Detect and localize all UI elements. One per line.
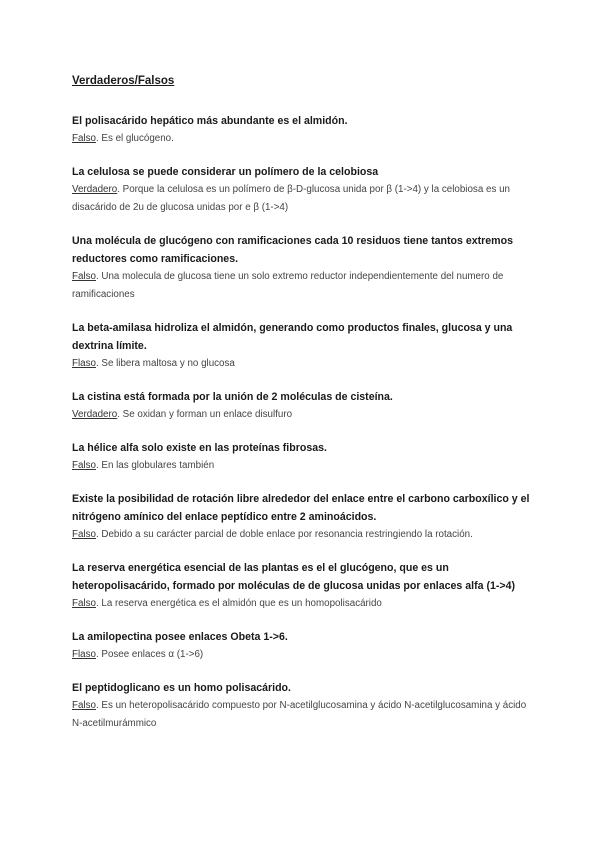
verdict-label: Falso	[72, 460, 96, 471]
verdict-label: Verdadero	[72, 184, 118, 195]
answer-explanation: . Posee enlaces α (1->6)	[95, 649, 204, 660]
answer-explanation: . Es un heteropolisacárido compuesto por N-acetilglucosamina y ácido N-acetilglucosamina y ácido N-acetilmurámmico	[72, 700, 527, 729]
document-page	[72, 72, 532, 748]
qa-item	[72, 628, 532, 664]
question-text: Una molécula de glucógeno con ramificaciones cada 10 residuos tiene tantos extremos reductores como ramificaciones.	[72, 235, 513, 265]
qa-item	[72, 490, 532, 544]
answer	[72, 406, 532, 424]
verdict-label: Flaso	[72, 649, 96, 660]
verdict-label: Falso	[72, 598, 96, 609]
verdict-label: Flaso	[72, 358, 96, 369]
question-text: La hélice alfa solo existe en las proteínas fibrosas.	[72, 442, 327, 454]
question-text: La celulosa se puede considerar un polímero de la celobiosa	[72, 166, 379, 178]
answer	[72, 646, 532, 664]
verdict-label: Falso	[72, 529, 96, 540]
answer-explanation: . Se oxidan y forman un enlace disulfuro	[117, 409, 293, 420]
answer	[72, 526, 532, 544]
answer-explanation: . Se libera maltosa y no glucosa	[95, 358, 235, 369]
verdict-label: Verdadero	[72, 409, 118, 420]
question-text: La amilopectina posee enlaces Obeta 1->6.	[72, 631, 288, 643]
qa-item	[72, 112, 532, 148]
answer-explanation: . Es el glucógeno.	[95, 133, 174, 144]
qa-item	[72, 679, 532, 733]
verdict-label: Falso	[72, 700, 96, 711]
document-title: Verdaderos/Falsos	[72, 75, 175, 87]
answer	[72, 355, 532, 373]
qa-item	[72, 559, 532, 613]
qa-item	[72, 163, 532, 217]
answer	[72, 181, 532, 217]
qa-item	[72, 439, 532, 475]
answer-explanation: . En las globulares también	[95, 460, 215, 471]
question-text: El peptidoglicano es un homo polisacárido.	[72, 682, 291, 694]
verdict-label: Falso	[72, 133, 96, 144]
answer-explanation: . Una molecula de glucosa tiene un solo extremo reductor independientemente del numero de ramificaciones	[72, 271, 504, 300]
answer	[72, 457, 532, 475]
qa-item	[72, 388, 532, 424]
answer-explanation: . La reserva energética es el almidón que es un homopolisacárido	[95, 598, 382, 609]
question-text: La cistina está formada por la unión de 2 moléculas de cisteína.	[72, 391, 393, 403]
answer	[72, 268, 532, 304]
answer-explanation: . Porque la celulosa es un polímero de β-D-glucosa unida por β (1->4) y la celobiosa es un disacárido de 2u de glucosa unidas por e β (1->4)	[72, 184, 510, 213]
question-text: La reserva energética esencial de las plantas es el el glucógeno, que es un heteropolisacárido, formado por moléculas de de glucosa unidas por enlaces alfa (1->4)	[72, 562, 515, 592]
question-text: La beta-amilasa hidroliza el almidón, generando como productos finales, glucosa y una dextrina límite.	[72, 322, 513, 352]
answer-explanation: . Debido a su carácter parcial de doble enlace por resonancia restringiendo la rotación.	[95, 529, 473, 540]
question-text: Existe la posibilidad de rotación libre alrededor del enlace entre el carbono carboxílico y el nitrógeno amínico del enlace peptídico entre 2 aminoácidos.	[72, 493, 530, 523]
answer	[72, 595, 532, 613]
question-text: El polisacárido hepático más abundante es el almidón.	[72, 115, 348, 127]
qa-item	[72, 232, 532, 304]
answer	[72, 130, 532, 148]
verdict-label: Falso	[72, 271, 96, 282]
answer	[72, 697, 532, 733]
qa-item	[72, 319, 532, 373]
